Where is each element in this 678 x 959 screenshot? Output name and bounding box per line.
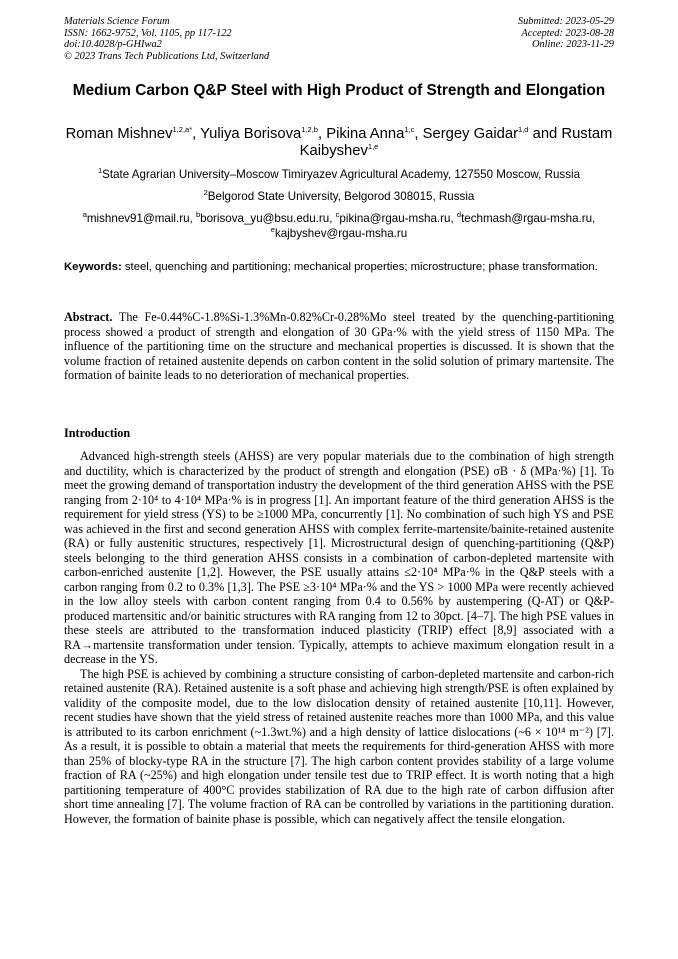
- abstract: [64, 310, 614, 383]
- author: Pikina Anna$^{1,c}$,: [326, 125, 423, 142]
- affiliation-2: $^2$Belgorod State University, Belgorod 308015, Russia: [203, 188, 475, 203]
- email[interactable]: $^a$mishnev91@mail.ru,: [82, 210, 196, 225]
- email[interactable]: $^b$borisova_yu@bsu.edu.ru,: [195, 210, 336, 225]
- journal-name: Materials Science Forum: [64, 16, 170, 27]
- copyright: © 2023 Trans Tech Publications Ltd, Switzerland: [64, 50, 270, 62]
- email[interactable]: $^e$kajbyshev@rgau-msha.ru: [270, 224, 408, 240]
- submitted-date: Submitted: 2023-05-29: [517, 16, 614, 27]
- keywords: [64, 260, 614, 275]
- author: Yuliya Borisova$^{1,2,b}$,: [200, 125, 327, 142]
- paragraph: Advanced high-strength steels (AHSS) are very popular materials due to the combination of high strength and ductility, which is characterized by the product of strength and elongation (PSE) σB · δ (MPa·%) [1]. To meet the growing demand of transportation industry the development of the third generation AHSS with the PSE ranging from 2·10⁴ to 4·10⁴ MPa·% is in progress [1]. An important feature of the third generation AHSS is the requirement for yield stress (YS) to be ≥1000 MPa, concurrently [1]. No combination of such high YS and PSE was achieved in the first and second generation AHSS with complex ferrite-martensite/bainite-retained austenite (RA) or fully austenitic structures, respectively [1]. Microstructural design of quenching-partitioning (Q&P) steels belonging to the third generation AHSS consists in a combination of carbon-depleted martensite with carbon-enriched austenite [1,2]. However, the PSE usually attains ≤2·10⁴ MPa·% in the Q&P steels with a carbon ranging from 0.2 to 0.3% [1,3]. The PSE ≥3·10⁴ MPa·% and the YS > 1000 MPa were recently achieved in the low alloy steels with carbon content ranging from 0.4 to 0.56% by austempering (Q-AT) or Q&P-produced martensitic and/or bainitic structures with RA ranging from 12 to 30pct. [4–7]. The high PSE values in these steels are attributed to the transformation induced plasticity (TRIP) effect [8,9] associated with a RA→martensite transformation under tension. Typically, attempts to achieve maximum elongation result in a decrease in the YS.: [64, 449, 614, 666]
- author: Sergey Gaidar$^{1,d}$: [422, 125, 529, 142]
- author-list: [64, 126, 614, 160]
- abstract-text: The Fe-0.44%C-1.8%Si-1.3%Mn-0.82%Cr-0.28%Mo steel treated by the quenching-partitioning process showed a product of strength and elongation of 30 GPa·% with the yield stress of 1150 MPa. The influence of the partitioning time on the structure and mechanical properties is discussed. It is shown that the volume fraction of retained austenite depends on carbon content in the solid solution of primary martensite. The formation of bainite leads to no deterioration of mechanical properties.: [64, 310, 614, 382]
- affiliation-1: $^1$State Agrarian University–Moscow Timiryazev Agricultural Academy, 127550 Moscow, Russia: [97, 166, 581, 181]
- abstract-label: Abstract.: [64, 310, 113, 324]
- accepted-date: Accepted: 2023-08-28: [521, 27, 614, 39]
- paragraph: The high PSE is achieved by combining a structure consisting of carbon-depleted martensite and carbon-rich retained austenite (RA). Retained austenite is a soft phase and achieving high strength/PSE is often explained by validity of the composite model, due to the low dislocation density of retained austenite [10,11]. However, recent studies have shown that the yield stress of retained austenite reaches more than 1000 MPa, and this value is attributed to its carbon enrichment (~1.3wt.%) and a high density of lattice dislocations (~6 × 10¹⁴ m⁻²) [7]. As a result, it is possible to obtain a material that meets the requirements for third-generation AHSS with more than 25% of blocky-type RA in the structure [7]. The high carbon content provides stability of a large volume fraction of RA (~25%) and high elongation under tensile test due to TRIP effect. It is worth noting that a high partitioning temperature of 400°C provides stabilization of RA due to the high rate of carbon diffusion after short time annealing [7]. The volume fraction of RA can be controlled by variations in the partitioning duration. However, the formation of bainite phase is possible, which can negatively affect the tensile elongation.: [64, 666, 614, 826]
- journal-issn: ISSN: 1662-9752, Vol. 1105, pp 117-122: [64, 27, 232, 39]
- author: and Rustam Kaibyshev$^{1,e}$: [299, 126, 613, 159]
- email[interactable]: $^c$pikina@rgau-msha.ru,: [335, 210, 457, 225]
- keywords-label: Keywords:: [64, 261, 122, 273]
- publication-dates: [518, 16, 614, 51]
- keywords-text: steel, quenching and partitioning; mechanical properties; microstructure; phase transformation.: [124, 261, 598, 273]
- journal-doi[interactable]: doi:10.4028/p-GHIwa2: [64, 39, 162, 51]
- online-date: Online: 2023-11-29: [531, 39, 614, 51]
- email-list: [64, 212, 614, 241]
- email[interactable]: $^d$techmash@rgau-msha.ru,: [456, 210, 596, 225]
- section-heading-introduction: Introduction: [64, 426, 131, 440]
- paper-title: Medium Carbon Q&P Steel with High Product of Strength and Elongation: [72, 82, 606, 99]
- author: Roman Mishnev$^{1,2,a*}$,: [65, 125, 201, 142]
- introduction-body: [64, 449, 614, 826]
- journal-info: [64, 16, 269, 62]
